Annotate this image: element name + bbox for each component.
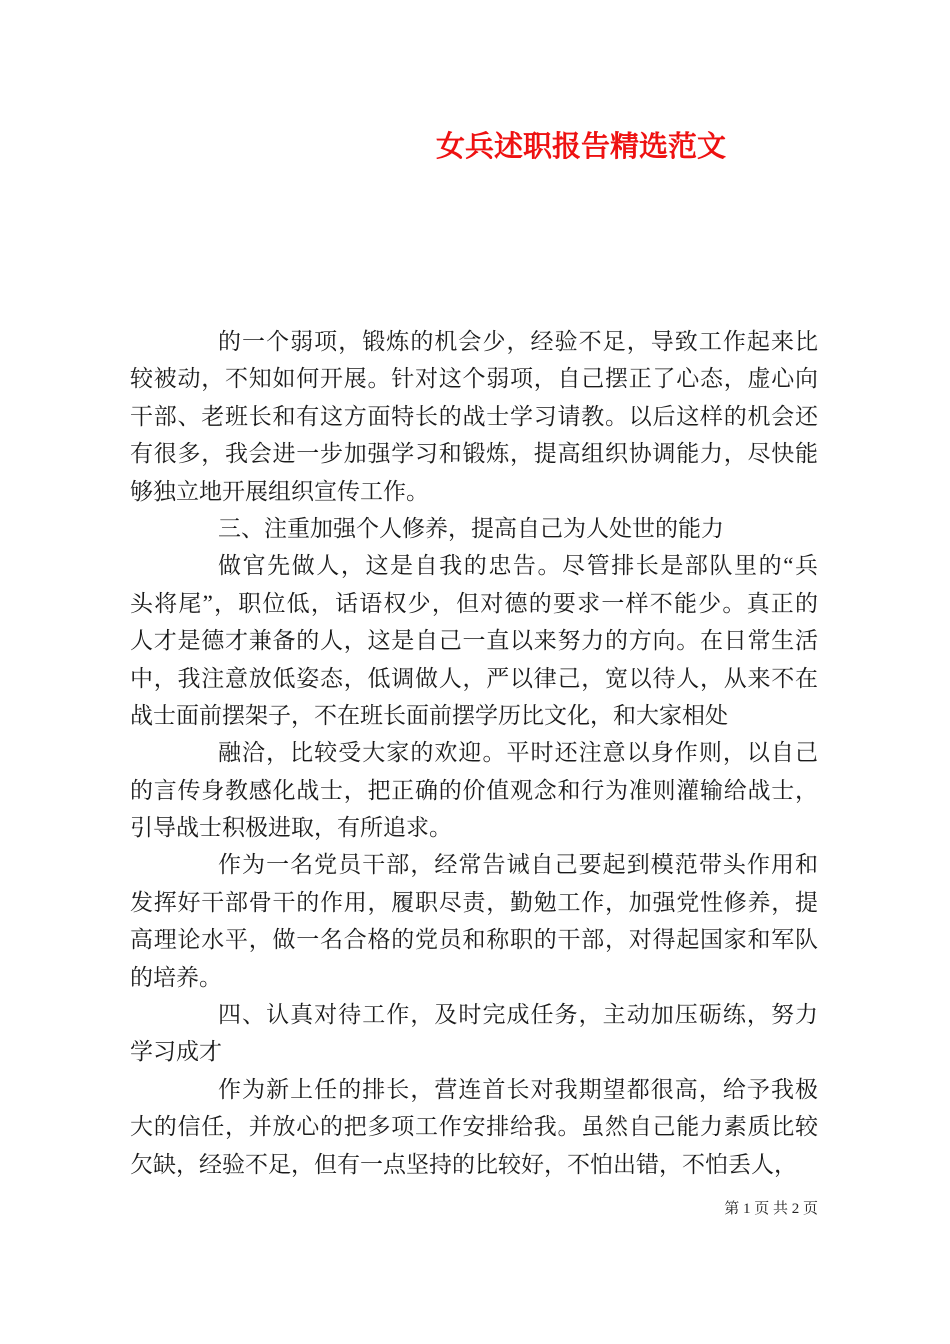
text-line: 较被动，不知如何开展。针对这个弱项，自己摆正了心态，虚心向	[130, 366, 818, 392]
paragraph	[130, 996, 818, 1071]
text-line: 的言传身教感化战士，把正确的价值观念和行为准则灌输给战士，	[130, 777, 818, 803]
text-line: 四、认真对待工作，及时完成任务，主动加压砺练，努力	[218, 1002, 818, 1028]
text-line: 学习成才	[130, 1039, 222, 1065]
text-line: 的一个弱项，锻炼的机会少，经验不足，导致工作起来比	[218, 329, 818, 354]
text-line: 够独立地开展组织宣传工作。	[130, 478, 429, 504]
text-line: 发挥好干部骨干的作用，履职尽责，勤勉工作，加强党性修养，提	[130, 889, 818, 915]
text-line: 高理论水平，做一名合格的党员和称职的干部，对得起国家和军队	[130, 927, 818, 953]
text-line: 人才是德才兼备的人，这是自己一直以来努力的方向。在日常生活	[130, 628, 818, 654]
paragraph	[130, 510, 818, 547]
paragraph	[130, 734, 818, 846]
text-line: 战士面前摆架子，不在班长面前摆学历比文化，和大家相处	[130, 702, 728, 728]
text-line: 大的信任，并放心的把多项工作安排给我。虽然自己能力素质比较	[130, 1114, 818, 1140]
text-line: 干部、老班长和有这方面特长的战士学习请教。以后这样的机会还	[130, 403, 818, 429]
text-line: 作为新上任的排长，营连首长对我期望都很高，给予我极	[218, 1076, 818, 1102]
paragraph	[130, 547, 818, 734]
paragraph	[130, 846, 818, 996]
page-number-footer: 第 1 页 共 2 页	[724, 1201, 818, 1217]
text-line: 作为一名党员干部，经常告诫自己要起到模范带头作用和	[218, 852, 818, 878]
text-line: 三、注重加强个人修养，提高自己为人处世的能力	[218, 515, 724, 541]
text-line: 中，我注意放低姿态，低调做人，严以律己，宽以待人，从来不在	[130, 665, 818, 691]
text-line: 做官先做人，这是自我的忠告。尽管排长是部队里的“兵	[218, 553, 818, 579]
paragraph	[130, 1071, 818, 1183]
text-line: 的培养。	[130, 964, 222, 990]
text-line: 有很多，我会进一步加强学习和锻炼，提高组织协调能力，尽快能	[130, 441, 818, 467]
text-line: 引导战士积极进取，有所追求。	[130, 815, 452, 841]
document-body	[130, 323, 818, 1183]
text-line: 欠缺，经验不足，但有一点坚持的比较好，不怕出错，不怕丢人，	[130, 1151, 797, 1177]
text-line: 头将尾”，职位低，话语权少，但对德的要求一样不能少。真正的	[130, 590, 818, 616]
document-title: 女兵述职报告精选范文	[435, 131, 726, 163]
text-line: 融洽，比较受大家的欢迎。平时还注意以身作则，以自己	[218, 740, 818, 766]
paragraph	[130, 323, 818, 510]
